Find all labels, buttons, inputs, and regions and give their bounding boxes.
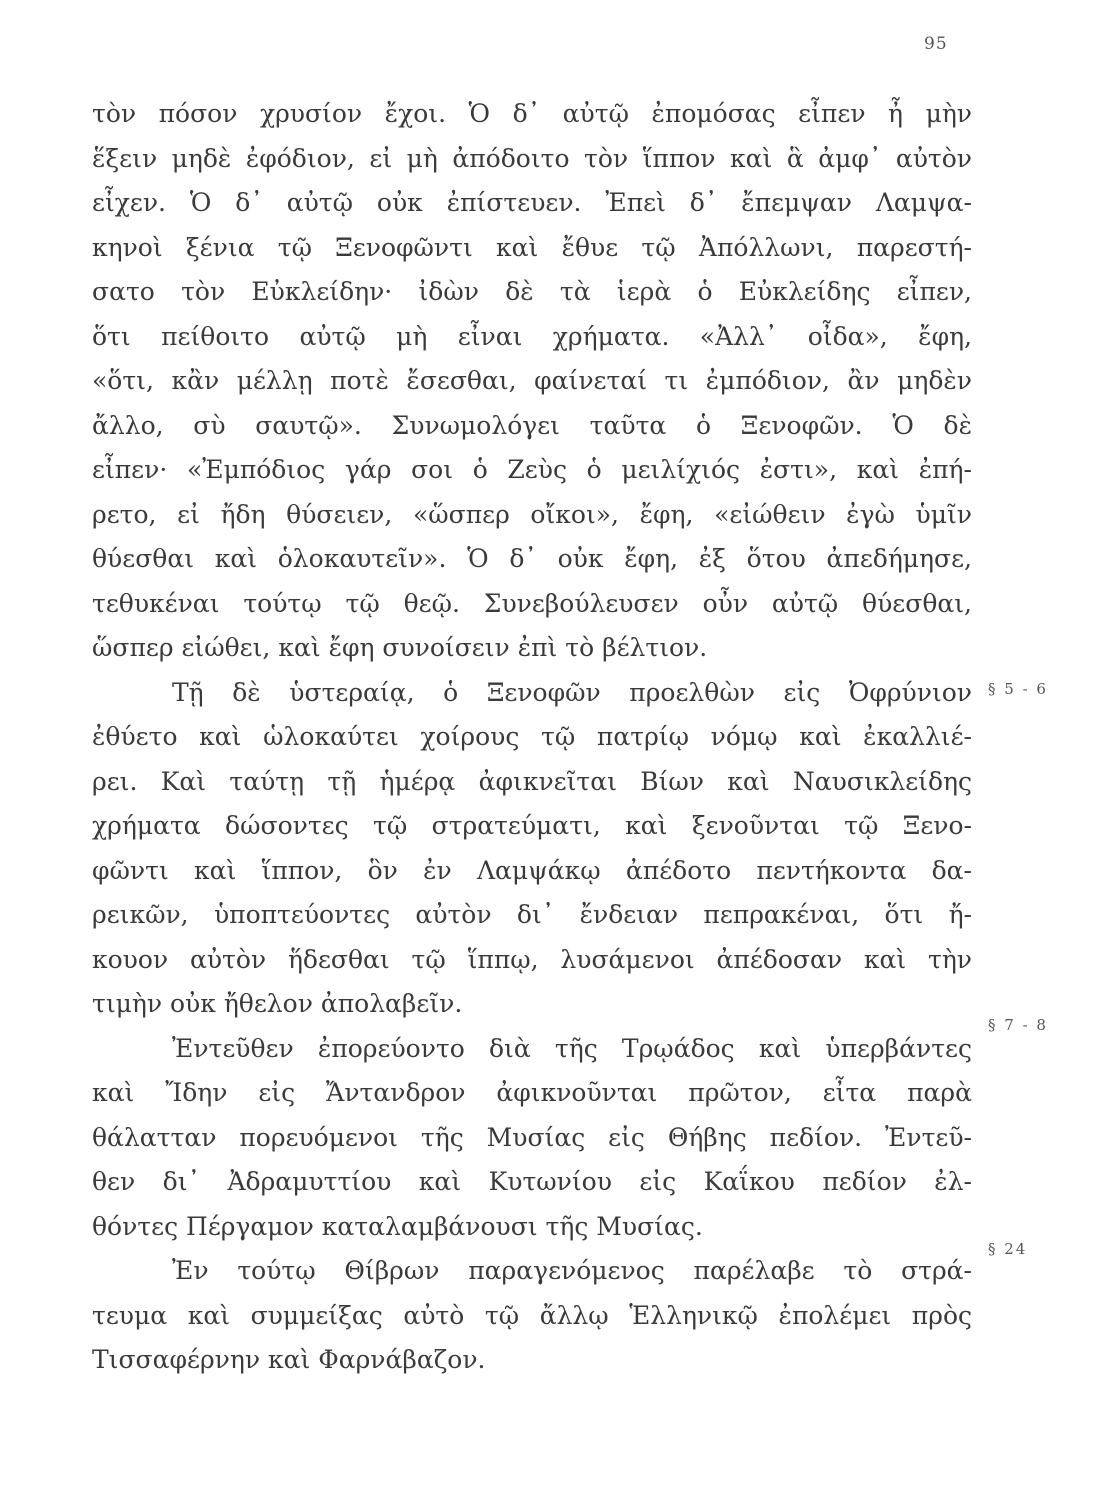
margin-note-section: § 5 - 6 [988, 680, 1048, 698]
page-number: 95 [924, 34, 948, 54]
text-line: καὶ Ἴδην εἰς Ἄντανδρον ἀφικνοῦνται πρῶτον, εἶτα παρὰ [92, 1078, 972, 1107]
paragraph-start-line: Ἐν τούτῳ Θίβρων παραγενόμενος παρέλαβε τὸ στρά- [172, 1256, 972, 1285]
text-line: θεν δι᾽ Ἀδραμυττίου καὶ Κυτωνίου εἰς Καΐκου πεδίον ἐλ- [92, 1167, 972, 1196]
text-line: θύεσθαι καὶ ὁλοκαυτεῖν». Ὁ δ᾽ οὐκ ἔφη, ἐξ ὅτου ἀπεδήμησε, [92, 544, 972, 573]
text-line: κηνοὶ ξένια τῷ Ξενοφῶντι καὶ ἔθυε τῷ Ἀπόλλωνι, παρεστή- [92, 232, 972, 262]
text-line: ὅτι πείθοιτο αὐτῷ μὴ εἶναι χρήματα. «Ἀλλ᾽ οἶδα», ἔφη, [92, 321, 972, 351]
body-text [92, 92, 972, 1383]
text-line: ἕξειν μηδὲ ἐφόδιον, εἰ μὴ ἀπόδοιτο τὸν ἵππον καὶ ἃ ἀμφ᾽ αὐτὸν [92, 143, 972, 173]
text-line: χρήματα δώσοντες τῷ στρατεύματι, καὶ ξενοῦνται τῷ Ξενο- [92, 811, 972, 840]
text-line: τεθυκέναι τούτῳ τῷ θεῷ. Συνεβούλευσεν οὖν αὐτῷ θύεσθαι, [92, 588, 972, 618]
text-line: θόντες Πέργαμον καταλαμβάνουσι τῆς Μυσίας. [92, 1211, 703, 1241]
text-line: εἶπεν· «Ἐμπόδιος γάρ σοι ὁ Ζεὺς ὁ μειλίχιός ἐστι», καὶ ἐπή- [92, 455, 972, 484]
text-line: εἶχεν. Ὁ δ᾽ αὐτῷ οὐκ ἐπίστευεν. Ἐπεὶ δ᾽ ἔπεμψαν Λαμψα- [92, 188, 972, 217]
text-line: τὸν πόσον χρυσίον ἔχοι. Ὁ δ᾽ αὐτῷ ἐπομόσας εἶπεν ἦ μὴν [92, 99, 972, 128]
paragraph-start-line: Ἐντεῦθεν ἐπορεύοντο διὰ τῆς Τρῳάδος καὶ ὑπερβάντες [172, 1033, 972, 1063]
text-line: ἄλλο, σὺ σαυτῷ». Συνωμολόγει ταῦτα ὁ Ξενοφῶν. Ὁ δὲ [92, 410, 972, 440]
text-line: ἐθύετο καὶ ὡλοκαύτει χοίρους τῷ πατρίῳ νόμῳ καὶ ἐκαλλιέ- [92, 722, 972, 751]
text-line: ὥσπερ εἰώθει, καὶ ἔφη συνοίσειν ἐπὶ τὸ βέλτιον. [92, 633, 708, 662]
text-line: τιμὴν οὐκ ἤθελον ἀπολαβεῖν. [92, 989, 463, 1018]
text-line: κουον αὐτὸν ἥδεσθαι τῷ ἵππῳ, λυσάμενοι ἀπέδοσαν καὶ τὴν [92, 944, 972, 974]
text-line: τευμα καὶ συμμείξας αὐτὸ τῷ ἄλλῳ Ἑλληνικῷ ἐπολέμει πρὸς [92, 1300, 972, 1330]
margin-note-section: § 24 [988, 1240, 1028, 1258]
text-line: ρεικῶν, ὑποπτεύοντες αὐτὸν δι᾽ ἔνδειαν πεπρακέναι, ὅτι ἤ- [92, 900, 972, 929]
text-line: σατο τὸν Εὐκλείδην· ἰδὼν δὲ τὰ ἱερὰ ὁ Εὐκλείδης εἶπεν, [92, 277, 972, 306]
margin-note-section: § 7 - 8 [988, 1016, 1048, 1034]
text-line: θάλατταν πορευόμενοι τῆς Μυσίας εἰς Θήβης πεδίον. Ἐντεῦ- [92, 1122, 972, 1152]
paragraph-start-line: Τῇ δὲ ὑστεραίᾳ, ὁ Ξενοφῶν προελθὼν εἰς Ὀφρύνιον [172, 677, 972, 707]
text-line: Τισσαφέρνην καὶ Φαρνάβαζον. [92, 1345, 486, 1374]
text-line: ρετο, εἰ ἤδη θύσειεν, «ὥσπερ οἴκοι», ἔφη, «εἰώθειν ἐγὼ ὑμῖν [92, 499, 972, 529]
text-line: ρει. Καὶ ταύτῃ τῇ ἡμέρᾳ ἀφικνεῖται Βίων καὶ Ναυσικλείδης [92, 766, 972, 796]
text-line: φῶντι καὶ ἵππον, ὃν ἐν Λαμψάκῳ ἀπέδοτο πεντήκοντα δα- [92, 855, 972, 885]
text-line: «ὅτι, κἂν μέλλῃ ποτὲ ἔσεσθαι, φαίνεταί τι ἐμπόδιον, ἂν μηδὲν [92, 366, 972, 395]
